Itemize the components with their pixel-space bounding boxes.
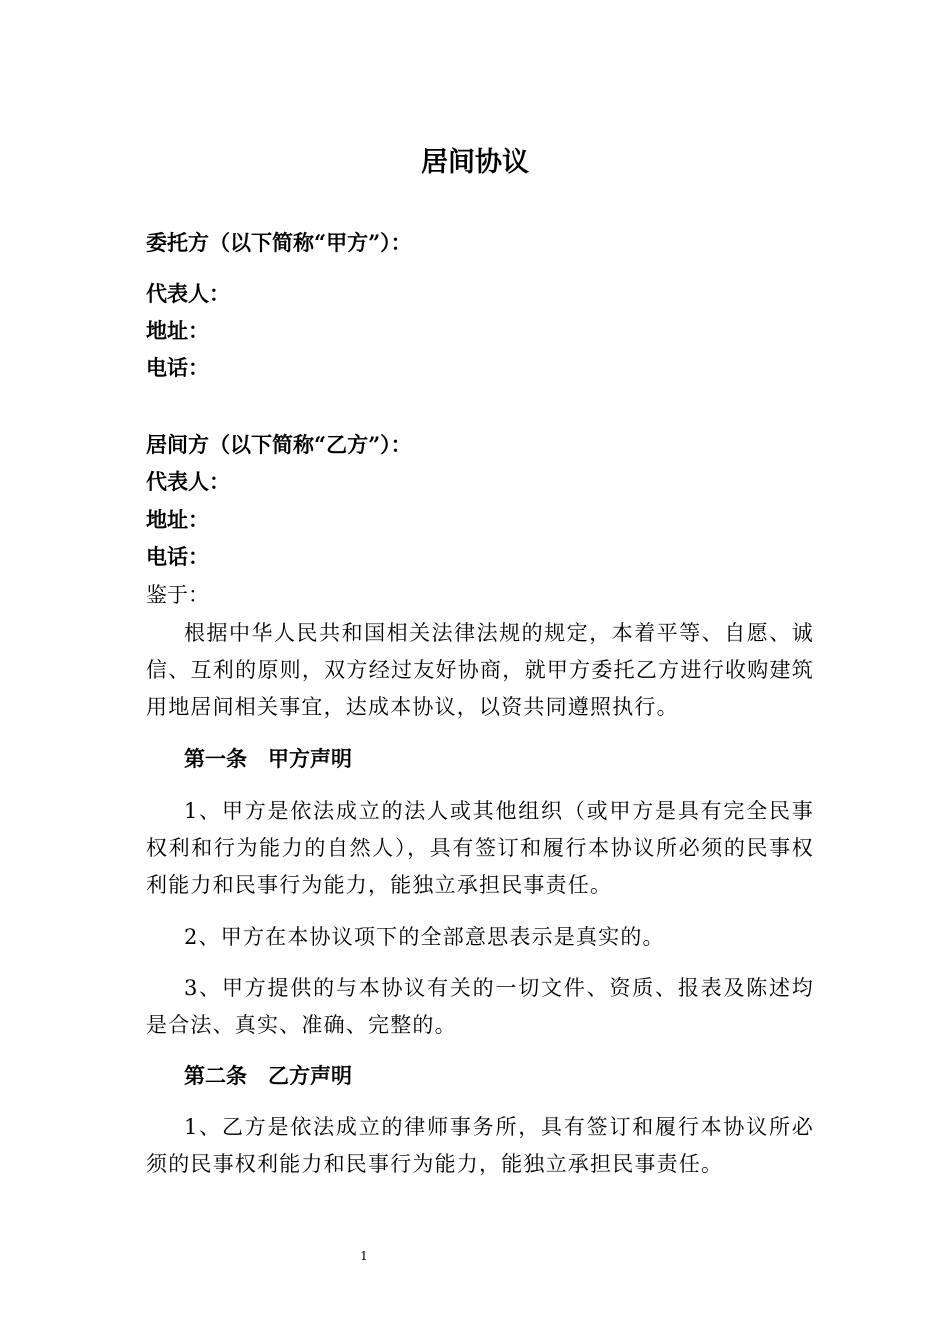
article-2-heading: 第二条 乙方声明: [184, 1063, 352, 1088]
document-title: 居间协议: [421, 147, 529, 178]
party-b-phone: 电话：: [146, 544, 209, 569]
preamble-paragraph: 根据中华人民共和国相关法律法规的规定，本着平等、自愿、诚信、互利的原则，双方经过友好协商，就甲方委托乙方进行收购建筑用地居间相关事宜，达成本协议，以资共同遵照执行。: [146, 621, 814, 719]
article-1-heading: 第一条 甲方声明: [184, 746, 352, 771]
page-number: 1: [360, 1249, 368, 1263]
article-1-clause-3: 3、甲方提供的与本协议有关的一切文件、资质、报表及陈述均是合法、真实、准确、完整的。: [146, 976, 814, 1037]
article-2-clause-1: 1、乙方是依法成立的律师事务所，具有签订和履行本协议所必须的民事权利能力和民事行为能力，能独立承担民事责任。: [146, 1115, 814, 1176]
whereas-label: 鉴于：: [146, 583, 209, 607]
party-b-address: 地址：: [146, 507, 209, 532]
article-1-clause-1: 1、甲方是依法成立的法人或其他组织（或甲方是具有完全民事权利和行为能力的自然人），具有签订和履行本协议所必须的民事权利能力和民事行为能力，能独立承担民事责任。: [146, 799, 814, 897]
party-a-phone: 电话：: [146, 355, 209, 380]
party-a-address: 地址：: [146, 318, 209, 343]
party-a-representative: 代表人：: [146, 281, 230, 306]
party-b-representative: 代表人：: [146, 469, 230, 494]
party-b-header: 居间方（以下简称“乙方”）：: [146, 432, 412, 457]
article-1-clause-2: 2、甲方在本协议项下的全部意思表示是真实的。: [184, 925, 665, 949]
party-a-header: 委托方（以下简称“甲方”）：: [146, 230, 412, 255]
